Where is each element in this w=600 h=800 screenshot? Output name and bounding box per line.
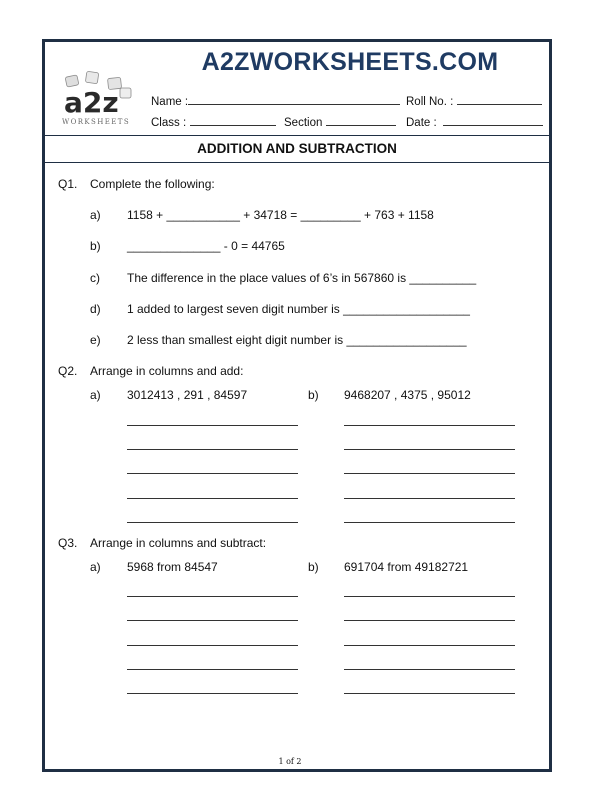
answer-line (127, 596, 298, 597)
page-number: 1 of 2 (278, 757, 302, 766)
name-field: Name : (151, 94, 400, 108)
q1-part-label: a) (90, 208, 101, 222)
answer-line (344, 449, 515, 450)
answer-line (127, 498, 298, 499)
answer-line (344, 620, 515, 621)
answer-line (344, 645, 515, 646)
answer-line (344, 669, 515, 670)
q3-number: Q3. (58, 536, 78, 550)
answer-line (127, 522, 298, 523)
answer-line (127, 669, 298, 670)
q1-part-text: 1158 + ___________ + 34718 = _________ + 763 + 1158 (127, 208, 434, 222)
q2-text: Arrange in columns and add: (90, 364, 244, 378)
answer-line (127, 620, 298, 621)
answer-line (127, 449, 298, 450)
q1-part-label: b) (90, 239, 101, 253)
q3-a-label: a) (90, 560, 101, 574)
answer-line (344, 473, 515, 474)
q3-b-text: 691704 from 49182721 (344, 560, 469, 574)
answer-line (127, 693, 298, 694)
date-field: Date : (406, 115, 543, 129)
answer-line (344, 693, 515, 694)
answer-line (127, 425, 298, 426)
q1-number: Q1. (58, 177, 78, 191)
site-title: A2ZWORKSHEETS.COM (201, 48, 499, 76)
q1-part-text: ______________ - 0 = 44765 (127, 239, 285, 253)
q1-text: Complete the following: (90, 177, 215, 191)
title-divider (45, 162, 549, 163)
q1-part-text: The difference in the place values of 6’s in 567860 is __________ (127, 271, 477, 285)
answer-line (127, 473, 298, 474)
svg-text:WORKSHEETS: WORKSHEETS (62, 118, 131, 126)
header-divider (45, 135, 549, 136)
answer-line (344, 498, 515, 499)
a2z-logo-icon (58, 70, 138, 128)
q2-a-label: a) (90, 388, 101, 402)
svg-text:a2z: a2z (64, 86, 119, 119)
answer-line (344, 522, 515, 523)
q3-text: Arrange in columns and subtract: (90, 536, 267, 550)
section-field: Section (284, 115, 396, 129)
q1-part-label: e) (90, 333, 101, 347)
q2-a-text: 3012413 , 291 , 84597 (127, 388, 248, 402)
answer-line (344, 596, 515, 597)
q3-a-text: 5968 from 84547 (127, 560, 218, 574)
worksheet-title: ADDITION AND SUBTRACTION (197, 141, 397, 156)
answer-line (127, 645, 298, 646)
class-field: Class : (151, 115, 276, 129)
q2-b-label: b) (308, 388, 319, 402)
answer-line (344, 425, 515, 426)
roll-no-field: Roll No. : (406, 94, 542, 108)
q2-number: Q2. (58, 364, 78, 378)
q2-b-text: 9468207 , 4375 , 95012 (344, 388, 471, 402)
q1-part-label: d) (90, 302, 101, 316)
q1-part-text: 1 added to largest seven digit number is ___________________ (127, 302, 470, 316)
q1-part-label: c) (90, 271, 100, 285)
q1-part-text: 2 less than smallest eight digit number is __________________ (127, 333, 467, 347)
q3-b-label: b) (308, 560, 319, 574)
